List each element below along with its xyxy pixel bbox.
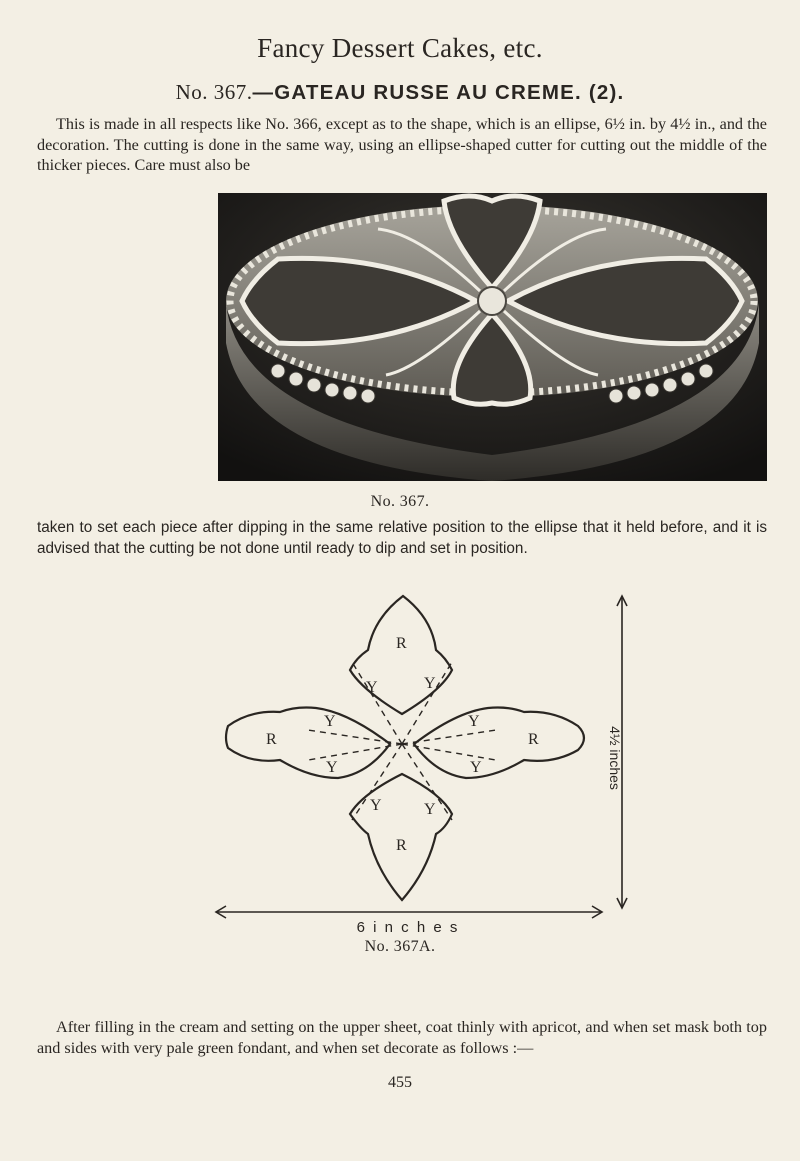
recipe-title — [0, 80, 800, 105]
label-y-1: Y — [366, 679, 378, 696]
closing-text: After filling in the cream and setting on the upper sheet, coat thinly with apricot, and when set mask both top and sides with very pale green fondant, and when set decorate as follows :— — [37, 1018, 767, 1057]
label-y-2: Y — [424, 675, 436, 692]
continuation-paragraph — [37, 517, 767, 559]
width-label: 6 i n c h e s — [356, 919, 460, 934]
diagram-caption: No. 367A. — [364, 938, 436, 955]
intro-text: This is made in all respects like No. 366, except as to the shape, which is an ellipse, 6½ in. by 4½ in., and the decoration. The cutting is done in the same way, using an ellipse-shaped cutter for cutting out the middle of the thicker pieces. Care must also be — [37, 115, 767, 174]
closing-paragraph — [37, 1017, 767, 1058]
running-head: Fancy Dessert Cakes, etc. — [257, 33, 543, 63]
label-y-7: Y — [370, 797, 382, 814]
cake-illustration — [218, 193, 767, 481]
recipe-number: No. 367. — [175, 80, 253, 104]
cake-photograph — [218, 193, 767, 481]
recipe-name: —GATEAU RUSSE AU CREME. (2). — [252, 81, 625, 104]
intro-paragraph — [37, 114, 767, 176]
cutting-diagram — [190, 588, 630, 934]
label-y-3: Y — [324, 713, 336, 730]
continuation-text: taken to set each piece after dipping in the same relative position to the ellipse that it held before, and it is advised that the cutting be not done until ready to dip and set in position. — [37, 519, 767, 557]
height-label: 4½ inches — [607, 726, 623, 790]
label-r-bottom: R — [396, 837, 407, 854]
label-y-4: Y — [468, 713, 480, 730]
label-r-top: R — [396, 635, 407, 652]
width-arrow — [216, 906, 602, 918]
label-y-8: Y — [424, 801, 436, 818]
photo-caption: No. 367. — [370, 493, 430, 510]
label-r-right: R — [528, 731, 539, 748]
page-number: 455 — [388, 1074, 412, 1091]
label-y-6: Y — [470, 759, 482, 776]
label-y-5: Y — [326, 759, 338, 776]
label-r-left: R — [266, 731, 277, 748]
